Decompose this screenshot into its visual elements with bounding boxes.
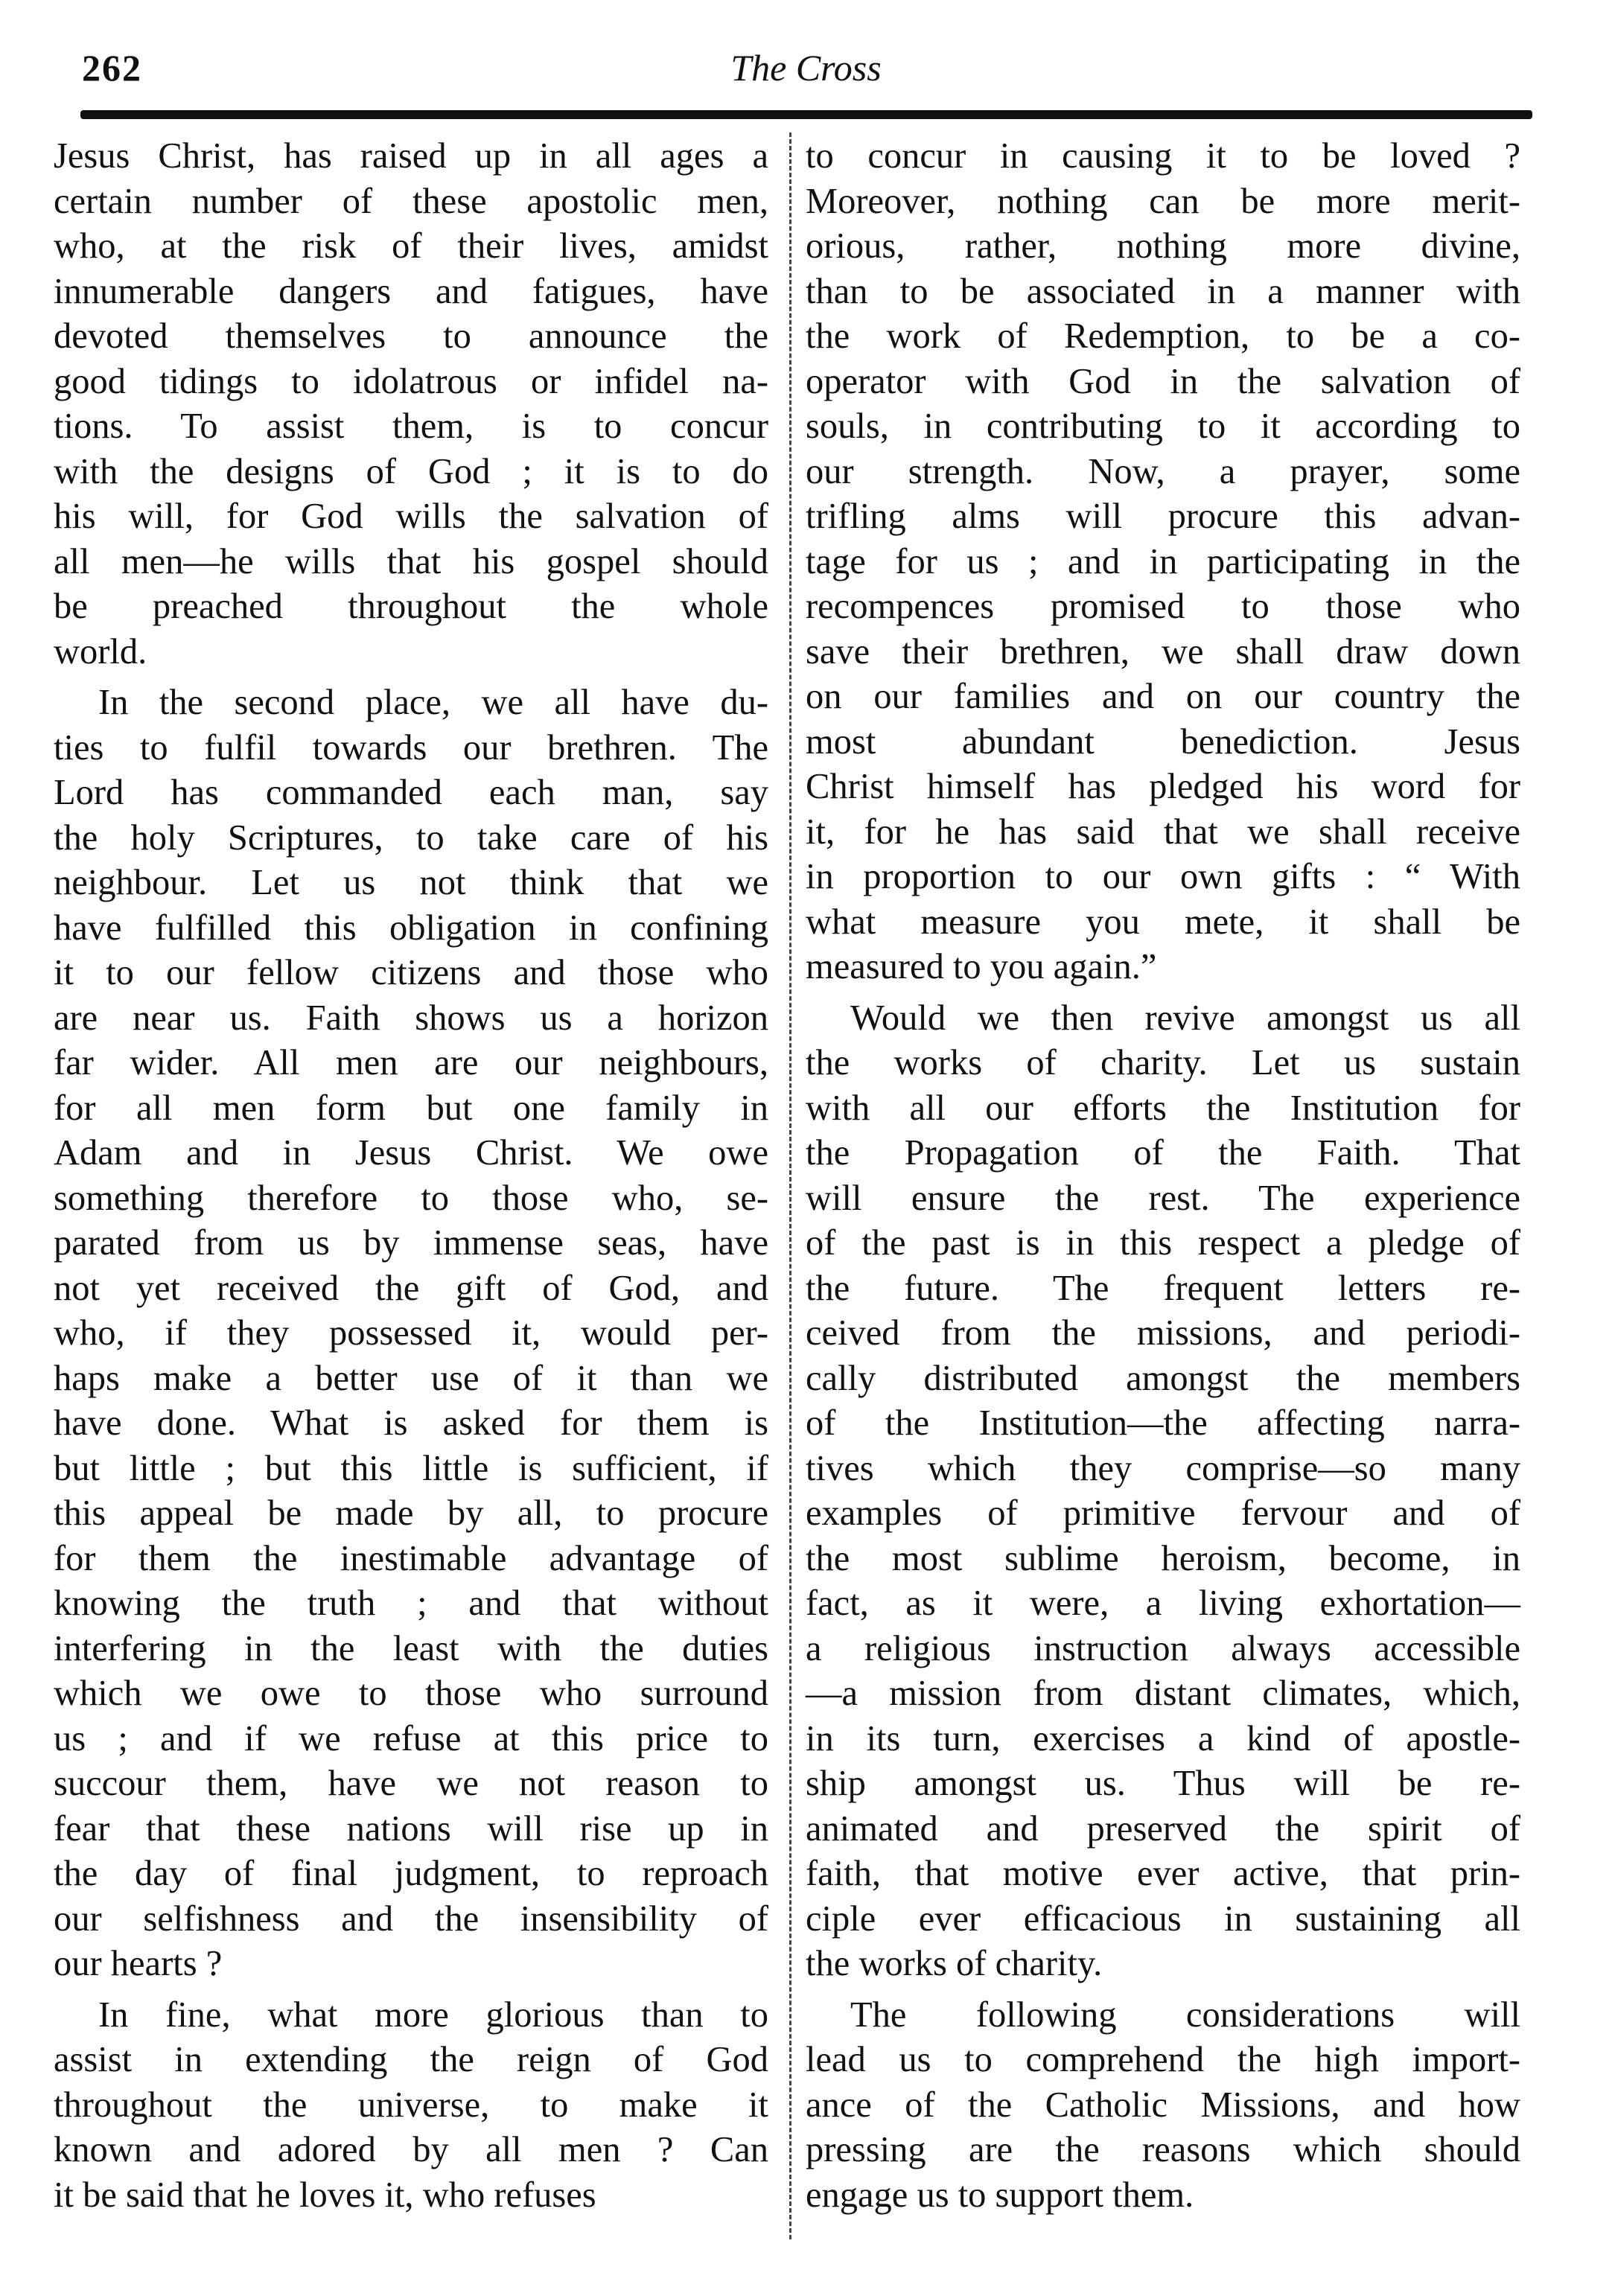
running-title: The Cross	[730, 47, 882, 89]
text-line: throughout the universe, to make it	[54, 2085, 768, 2125]
page-number: 262	[82, 47, 142, 89]
text-line: haps make a better use of it than we	[54, 1358, 768, 1398]
text-line: but little ; but this little is sufficient, if	[54, 1448, 768, 1488]
text-line: far wider. All men are our neighbours,	[54, 1043, 768, 1082]
text-line: engage us to support them.	[806, 2175, 1194, 2215]
left-column	[54, 134, 768, 2224]
text-line: our strength. Now, a prayer, some	[806, 451, 1520, 491]
right-column	[806, 134, 1520, 2224]
text-line: of the Institution—the affecting narra-	[806, 1403, 1520, 1443]
text-line: —a mission from distant climates, which,	[806, 1674, 1520, 1713]
text-line: ceived from the missions, and periodi-	[806, 1313, 1520, 1353]
text-line: all men—he wills that his gospel should	[54, 541, 768, 581]
text-line: have done. What is asked for them is	[54, 1403, 768, 1443]
page-header	[82, 46, 1530, 106]
text-line: it, for he has said that we shall receive	[806, 811, 1520, 852]
text-line: orious, rather, nothing more divine,	[806, 226, 1520, 266]
text-line: ship amongst us. Thus will be re-	[806, 1764, 1520, 1803]
text-line: for all men form but one family in	[54, 1088, 768, 1128]
text-line: Christ himself has pledged his word for	[806, 767, 1520, 806]
text-line: our hearts ?	[54, 1944, 223, 1983]
text-line: tage for us ; and in participating in the	[806, 541, 1520, 581]
paragraph	[806, 134, 1520, 990]
text-line: than to be associated in a manner with	[806, 271, 1520, 311]
text-line: innumerable dangers and fatigues, have	[54, 271, 768, 311]
text-line: assist in extending the reign of God	[54, 2040, 768, 2079]
text-line: good tidings to idolatrous or infidel na-	[54, 361, 768, 401]
text-line: most abundant benediction. Jesus	[806, 721, 1520, 762]
text-line: the Propagation of the Faith. That	[806, 1133, 1520, 1173]
text-line: something therefore to those who, se-	[54, 1178, 768, 1218]
text-line: it to our fellow citizens and those who	[54, 953, 768, 992]
text-line: Would we then revive amongst us all	[850, 998, 1520, 1038]
text-line: with all our efforts the Institution for	[806, 1088, 1520, 1128]
text-line: which we owe to those who surround	[54, 1674, 768, 1713]
text-line: tives which they comprise—so many	[806, 1448, 1520, 1488]
column-divider	[789, 133, 791, 2239]
paragraph	[806, 1993, 1520, 2219]
text-line: this appeal be made by all, to procure	[54, 1493, 768, 1533]
text-line: who, at the risk of their lives, amidst	[54, 226, 768, 266]
text-line: recompences promised to those who	[806, 587, 1520, 626]
text-line: the future. The frequent letters re-	[806, 1268, 1520, 1308]
text-line: the holy Scriptures, to take care of his	[54, 817, 768, 858]
text-line: of the past is in this respect a pledge of	[806, 1223, 1520, 1263]
text-line: fact, as it were, a living exhortation—	[806, 1584, 1520, 1623]
text-line: fear that these nations will rise up in	[54, 1808, 768, 1849]
text-line: tions. To assist them, is to concur	[54, 406, 768, 446]
text-line: The following considerations will	[850, 1994, 1520, 2035]
text-line: animated and preserved the spirit of	[806, 1808, 1520, 1849]
text-line: in proportion to our own gifts : “ With	[806, 857, 1520, 896]
text-line: to concur in causing it to be loved ?	[806, 136, 1520, 176]
text-line: Jesus Christ, has raised up in all ages a	[54, 136, 768, 176]
text-line: it be said that he loves it, who refuses	[54, 2175, 596, 2215]
text-line: souls, in contributing to it according to	[806, 406, 1520, 446]
text-line: parated from us by immense seas, have	[54, 1223, 768, 1263]
text-line: Adam and in Jesus Christ. We owe	[54, 1133, 768, 1173]
text-line: neighbour. Let us not think that we	[54, 863, 768, 902]
text-line: pressing are the reasons which should	[806, 2130, 1520, 2169]
text-line: cally distributed amongst the members	[806, 1358, 1520, 1398]
text-line: what measure you mete, it shall be	[806, 902, 1520, 942]
text-line: the work of Redemption, to be a co-	[806, 316, 1520, 356]
text-line: have fulfilled this obligation in confining	[54, 908, 768, 948]
paragraph	[54, 680, 768, 1987]
text-line: his will, for God wills the salvation of	[54, 497, 768, 536]
paragraph	[54, 1993, 768, 2219]
text-line: Lord has commanded each man, say	[54, 773, 768, 812]
text-line: who, if they possessed it, would per-	[54, 1313, 768, 1353]
text-line: ciple ever efficacious in sustaining all	[806, 1898, 1520, 1939]
text-line: knowing the truth ; and that without	[54, 1584, 768, 1623]
text-line: trifling alms will procure this advan-	[806, 497, 1520, 536]
text-line: faith, that motive ever active, that prin-	[806, 1854, 1520, 1893]
text-line: save their brethren, we shall draw down	[806, 631, 1520, 672]
text-line: with the designs of God ; it is to do	[54, 451, 768, 491]
text-line: devoted themselves to announce the	[54, 316, 768, 356]
text-line: the most sublime heroism, become, in	[806, 1538, 1520, 1578]
text-line: ance of the Catholic Missions, and how	[806, 2085, 1520, 2125]
text-line: be preached throughout the whole	[54, 587, 768, 626]
text-line: a religious instruction always accessible	[806, 1628, 1520, 1668]
text-line: the day of final judgment, to reproach	[54, 1854, 768, 1893]
text-line: are near us. Faith shows us a horizon	[54, 998, 768, 1038]
text-line: Moreover, nothing can be more merit-	[806, 181, 1520, 221]
text-line: In the second place, we all have du-	[98, 683, 768, 722]
text-line: world.	[54, 631, 147, 672]
header-rule	[80, 110, 1532, 119]
text-line: the works of charity.	[806, 1944, 1103, 1983]
text-line: interfering in the least with the duties	[54, 1628, 768, 1668]
text-line: for them the inestimable advantage of	[54, 1538, 768, 1578]
paragraph	[54, 134, 768, 675]
text-line: measured to you again.”	[806, 947, 1157, 986]
paragraph	[806, 996, 1520, 1987]
text-line: in its turn, exercises a kind of apostle-	[806, 1718, 1520, 1758]
text-line: succour them, have we not reason to	[54, 1764, 768, 1803]
text-line: lead us to comprehend the high import-	[806, 2040, 1520, 2079]
text-line: us ; and if we refuse at this price to	[54, 1718, 768, 1758]
text-line: not yet received the gift of God, and	[54, 1268, 768, 1308]
text-line: operator with God in the salvation of	[806, 361, 1520, 401]
text-line: our selfishness and the insensibility of	[54, 1898, 768, 1939]
text-line: on our families and on our country the	[806, 677, 1520, 716]
text-line: will ensure the rest. The experience	[806, 1178, 1520, 1218]
text-line: the works of charity. Let us sustain	[806, 1043, 1520, 1082]
text-line: examples of primitive fervour and of	[806, 1493, 1520, 1533]
text-line: known and adored by all men ? Can	[54, 2130, 768, 2169]
text-line: certain number of these apostolic men,	[54, 181, 768, 221]
text-line: ties to fulfil towards our brethren. The	[54, 727, 768, 768]
text-line: In fine, what more glorious than to	[98, 1994, 768, 2035]
